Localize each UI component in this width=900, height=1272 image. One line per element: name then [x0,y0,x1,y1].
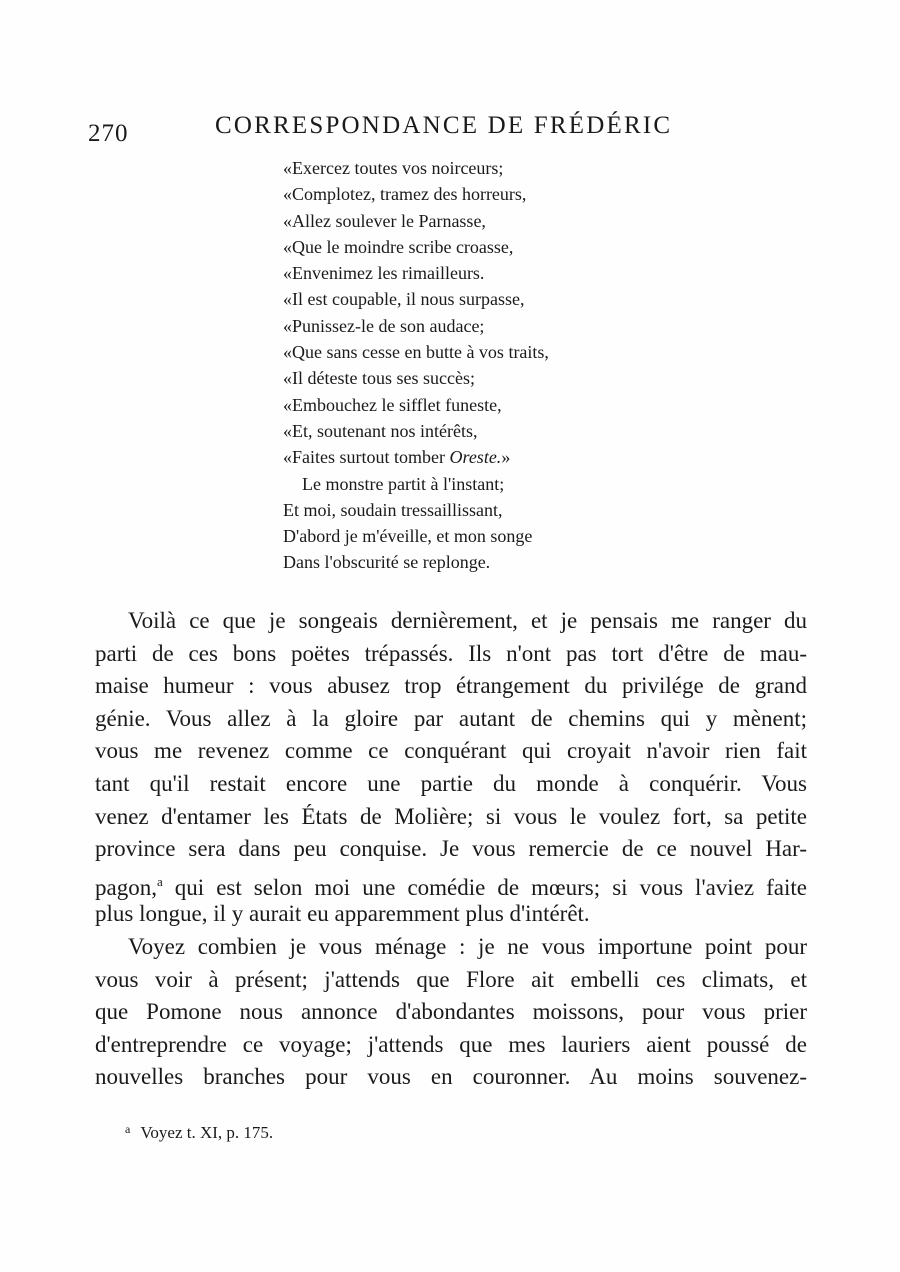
poem-line: «Embouchez le sifflet funeste, [283,394,502,415]
prose-line: plus longue, il y aurait eu apparemment plus d'intérêt. [95,901,590,927]
prose-text: pagon, [95,874,157,900]
prose-block [95,605,807,1094]
poem-line: Le monstre partit à l'instant; [302,473,505,494]
prose-line: tant qu'il restait encore une partie du monde à conquérir. Vous [95,770,807,796]
prose-line: vous me revenez comme ce conquérant qui croyait n'avoir rien fait [95,738,807,764]
prose-line: maise humeur : vous abusez trop étrangement du privilége de grand [95,673,807,699]
prose-line: province sera dans peu conquise. Je vous remercie de ce nouvel Har- [95,836,807,862]
prose-line: d'entreprendre ce voyage; j'attends que mes lauriers aient poussé de [95,1031,807,1057]
page-number: 270 [88,120,129,147]
poem-line: «Complotez, tramez des horreurs, [283,184,527,205]
prose-line: venez d'entamer les États de Molière; si vous le voulez fort, sa petite [95,803,807,829]
footnote-reference[interactable]: a [156,873,163,889]
poem-line: «Que sans cesse en butte à vos traits, [283,342,549,363]
running-title: CORRESPONDANCE DE FRÉDÉRIC [215,112,673,139]
prose-line: nouvelles branches pour vous en couronner. Au moins souvenez- [95,1064,807,1090]
footnote [125,1122,273,1143]
prose-line: Voilà ce que je songeais dernièrement, et je pensais me ranger du [128,608,807,633]
poem-line: D'abord je m'éveille, et mon songe [283,526,533,547]
poem-line: «Il est coupable, il nous surpasse, [283,289,525,310]
poem-line: «Allez soulever le Parnasse, [283,210,486,231]
prose-line: vous voir à présent; j'attends que Flore ait embelli ces climats, et [95,966,807,992]
poem-line-text: «Faites surtout tomber [283,447,450,468]
poem-line: Dans l'obscurité se replonge. [283,552,491,573]
poem-line-oreste [283,444,643,470]
footnote-mark: a [125,1122,131,1136]
poem-line: «Et, soutenant nos intérêts, [283,420,478,441]
poem-line: «Punissez-le de son audace; [283,315,485,336]
prose-line-with-note [95,866,807,899]
poem-line: Et moi, soudain tressaillissant, [283,499,503,520]
footnote-text: Voyez t. XI, p. 175. [140,1123,274,1142]
poem-line: «Il déteste tous ses succès; [283,368,475,389]
prose-text: qui est selon moi une comédie de mœurs; si vous l'aviez faite [174,874,808,900]
play-title-italic: Oreste. [449,447,502,468]
closing-quote: » [501,447,511,468]
poem-line: «Envenimez les rimailleurs. [283,263,485,284]
prose-line: que Pomone nous annonce d'abondantes moissons, pour vous prier [95,999,807,1025]
prose-line: génie. Vous allez à la gloire par autant de chemins qui y mènent; [95,705,807,731]
poem-line: «Que le moindre scribe croasse, [283,236,514,257]
prose-line: Voyez combien je vous ménage : je ne vous importune point pour [128,933,807,959]
poem-line: «Exercez toutes vos noirceurs; [283,158,504,178]
prose-line: parti de ces bons poëtes trépassés. Ils n'ont pas tort d'être de mau- [95,640,807,666]
poem-block [283,155,643,576]
